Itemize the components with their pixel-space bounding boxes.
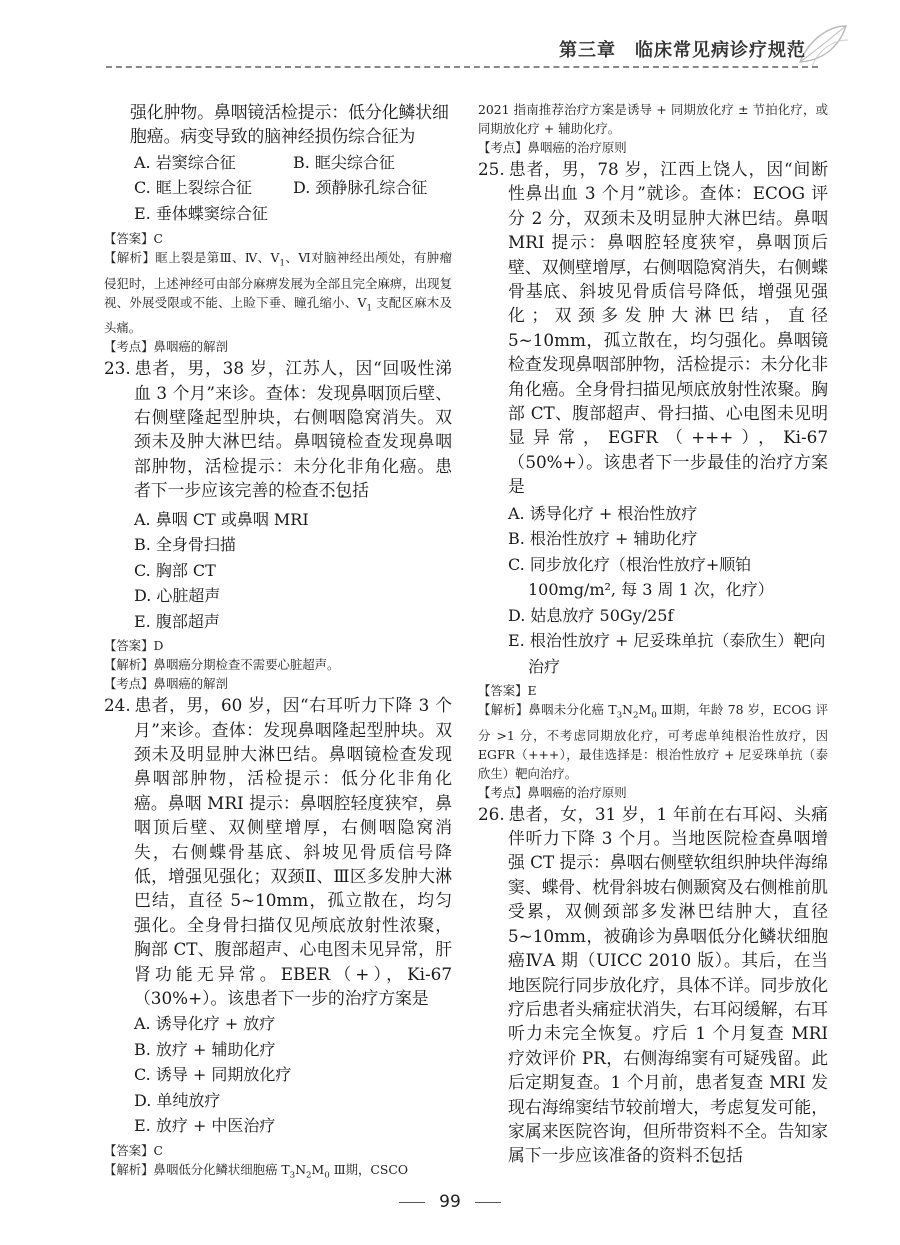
- q23-emphasis: 不包括 • • •: [319, 480, 369, 500]
- q24-options: [104, 1011, 452, 1139]
- q22-option-e: E. 垂体蝶窦综合征: [134, 203, 268, 223]
- q25-option-d: D. 姑息放疗 50Gy/25f: [508, 605, 674, 625]
- q23-option-a: A. 鼻咽 CT 或鼻咽 MRI: [134, 509, 309, 529]
- page-footer: [0, 1192, 900, 1212]
- q25-option-e: E. 根治性放疗 + 尼妥珠单抗（泰欣生）靶向治疗: [508, 631, 826, 676]
- q24-option-d: D. 单纯放疗: [134, 1090, 221, 1110]
- q22-option-c: C. 眶上裂综合征: [134, 178, 252, 198]
- q26-stem: 26. 患者，女，31 岁，1 年前在右耳闷、头痛伴听力下降 3 个月。当地医院检查鼻咽增强 CT 提示：鼻咽右侧壁软组织肿块伴海绵窦、蝶骨、枕骨斜坡右侧颞窝及右侧椎前肌受累，双侧颈部多发淋巴结肿大，直径 5~10mm，被确诊为鼻咽低分化鳞状细胞癌ⅣA 期（UICC 2010 版）。其后，在当地医院行同步放化疗，具体不详。同步放化疗后患者头痛症状消失，右耳闷缓解，右耳听力未完全恢复。疗后 1 个月复查 MRI 疗效评价 PR，右侧海绵窦有可疑残留。此后定期复查。1 个月前，患者复查 MRI 发现右海绵窦结节较前增大，考虑复发可能，家属来医院咨询，但所带资料不全。告知家属下一步应该准备的资料不包括 • • •: [478, 802, 828, 1168]
- q22-key-point: 【考点】鼻咽癌的解剖: [104, 339, 228, 355]
- q23-number: 23.: [104, 358, 131, 379]
- q24-stem: 24. 患者，男，60 岁，因“右耳听力下降 3 个月”来诊。查体：发现鼻咽隆起型肿块。双颈未及明显肿大淋巴结。鼻咽镜检查发现鼻咽部肿物，活检提示：低分化非角化癌。鼻咽 MRI 提示：鼻咽腔轻度狭窄，鼻咽顶后壁、双侧壁增厚，右侧咽隐窝消失，右侧蝶骨基底、斜坡见骨质信号降低，增强见强化；双颈Ⅱ、Ⅲ区多发肿大淋巴结，直径 5~10mm，孤立散在，均匀强化。全身骨扫描仅见颅底放射性浓聚，胸部 CT、腹部超声、心电图未见异常，肝肾功能无异常。EBER（+），Ki-67（30%+）。该患者下一步的治疗方案是: [104, 695, 452, 1009]
- q25-option-c: C. 同步放化疗（根治性放疗+顺铂100mg/m², 每 3 周 1 次，化疗）: [508, 554, 774, 600]
- q24-option-e: E. 放疗 + 中医治疗: [134, 1116, 276, 1136]
- q23-stem: 23. 患者，男，38 岁，江苏人，因“回吸性涕血 3 个月”来诊。查体：发现鼻咽顶后壁、右侧壁隆起型肿块，右侧咽隐窝消失。双颈未及肿大淋巴结。鼻咽镜检查发现鼻咽部肿物，活检提示：未分化非角化癌。患者下一步应该完善的检查不包括 • • •: [104, 356, 452, 502]
- q23-explanation: 【解析】鼻咽癌分期检查不需要心脏超声。: [104, 657, 340, 673]
- q23-key-point: 【考点】鼻咽癌的解剖: [104, 676, 228, 692]
- q23-option-e: E. 腹部超声: [134, 611, 220, 631]
- q24-explanation: 【解析】鼻咽低分化鳞状细胞癌 $T_3N_2M_0$ Ⅲ期，CSCO: [104, 1161, 409, 1181]
- q22-options: [104, 150, 452, 227]
- q24-number: 24.: [104, 695, 131, 716]
- header-divider: [106, 66, 818, 68]
- q22-answer: 【答案】C: [104, 231, 164, 247]
- q24-option-a: A. 诱导化疗 + 放疗: [134, 1014, 276, 1034]
- q24-option-b: B. 放疗 + 辅助化疗: [134, 1039, 276, 1059]
- q24-key-point: 【考点】鼻咽癌的治疗原则: [478, 140, 627, 155]
- page-header: [0, 0, 900, 78]
- q25-number: 25.: [478, 159, 505, 179]
- q25-option-b: B. 根治性放疗 + 辅助化疗: [508, 529, 698, 549]
- q25-options: [478, 501, 828, 680]
- q22-option-d: D. 颈静脉孔综合征: [293, 178, 428, 198]
- q23-option-c: C. 胸部 CT: [134, 560, 216, 580]
- q24-explanation-continued: 2021 指南推荐治疗方案是诱导 + 同期放化疗 ± 节拍化疗，或同期放化疗 + 辅助化疗。: [478, 102, 828, 136]
- q24-option-c: C. 诱导 + 同期放化疗: [134, 1065, 292, 1085]
- q26-number: 26.: [478, 803, 505, 824]
- footer-dash-right: [475, 1202, 501, 1203]
- q23-answer: 【答案】D: [104, 638, 164, 654]
- left-column: [104, 100, 452, 1185]
- q22-option-a: A. 岩窦综合征: [134, 152, 236, 172]
- q25-option-a: A. 诱导化疗 + 根治性放疗: [508, 503, 698, 523]
- q25-answer: 【答案】E: [478, 683, 537, 699]
- q22-stem-continued: 强化肿物。鼻咽镜活检提示：低分化鳞状细胞癌。病变导致的脑神经损伤综合征为: [130, 102, 449, 147]
- q25-stem: 25. 患者，男，78 岁，江西上饶人，因“间断性鼻出血 3 个月”就诊。查体：ECOG 评分 2 分，双颈未及明显肿大淋巴结。鼻咽 MRI 提示：鼻咽腔轻度狭窄，鼻咽顶后壁、双侧壁增厚，右侧咽隐窝消失，右侧蝶骨基底、斜坡见骨质信号降低，增强见强化；双颈多发肿大淋巴结，直径 5~10mm，孤立散在，均匀强化。鼻咽镜检查发现鼻咽部肿物，活检提示：未分化非角化癌。全身骨扫描见颅底放射性浓聚。胸部 CT、腹部超声、骨扫描、心电图未见明显异常，EGFR（+++），Ki-67（50%+）。该患者下一步最佳的治疗方案是: [478, 159, 828, 497]
- q26-emphasis: 不包括 • • •: [693, 1145, 743, 1165]
- right-column: [478, 100, 828, 1168]
- q23-option-d: D. 心脏超声: [134, 586, 221, 606]
- page-number: 99: [439, 1192, 461, 1212]
- footer-dash-left: [399, 1202, 425, 1203]
- q22-explanation: 【解析】眶上裂是第Ⅲ、Ⅳ、$V_1$、Ⅵ对脑神经出颅处，有肿瘤侵犯时，上述神经可由部分麻痹发展为全部且完全麻痹，出现复视、外展受限或不能、上睑下垂、瞳孔缩小、$V_1$ 支配区麻木及头痛。: [104, 250, 452, 336]
- q23-options: [104, 507, 452, 635]
- q23-option-b: B. 全身骨扫描: [134, 535, 236, 555]
- q22-option-b: B. 眶尖综合征: [293, 152, 395, 172]
- chapter-title: 第三章 临床常见病诊疗规范: [559, 40, 806, 61]
- q24-answer: 【答案】C: [104, 1142, 164, 1158]
- q25-explanation: 【解析】鼻咽未分化癌 $T_3N_2M_0$ Ⅲ期，年龄 78 岁，ECOG 评分 >1 分，不考虑同期放化疗，可考虑单纯根治性放疗，因 EGFR（+++），最佳选择是：根治性放疗 + 尼妥珠单抗（泰欣生）靶向治疗。: [478, 702, 828, 781]
- q25-key-point: 【考点】鼻咽癌的治疗原则: [478, 784, 627, 800]
